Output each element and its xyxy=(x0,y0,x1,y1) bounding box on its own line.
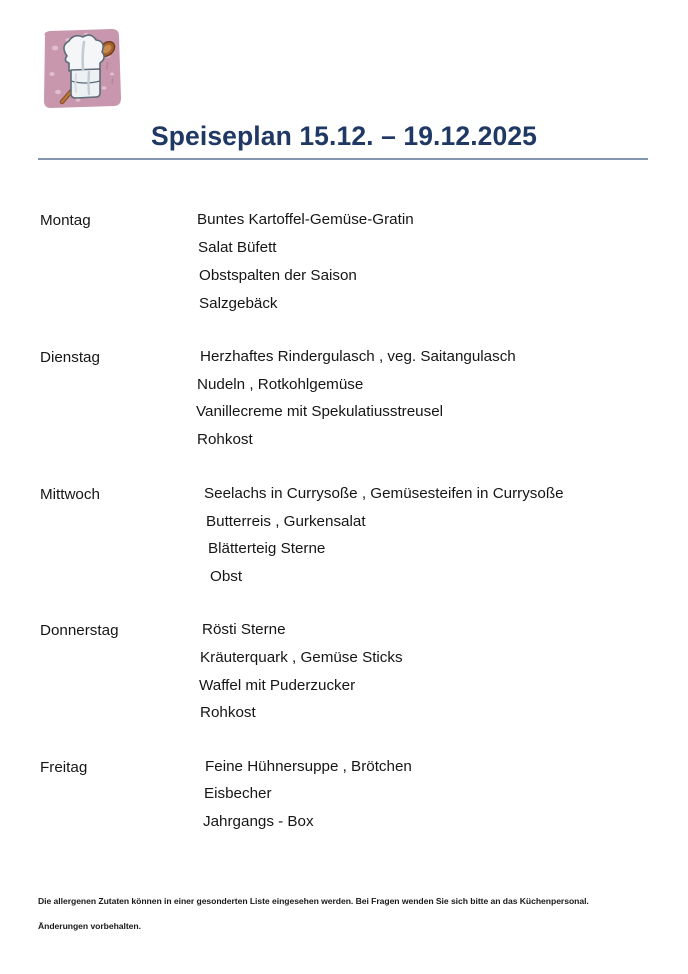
menu-item: Nudeln , Rotkohlgemüse xyxy=(197,376,364,393)
menu-item: Seelachs in Currysoße , Gemüsesteifen in Currysoße xyxy=(204,485,564,502)
menu-item: Blätterteig Sterne xyxy=(208,540,326,557)
menu-item: Rohkost xyxy=(197,431,253,448)
menu-item: Salat Büfett xyxy=(198,239,277,256)
menu-item: Waffel mit Puderzucker xyxy=(199,677,356,694)
menu-item: Obstspalten der Saison xyxy=(199,267,357,284)
footer-line: Änderungen vorbehalten. xyxy=(38,920,141,931)
title-divider xyxy=(38,158,648,160)
menu-item: Rohkost xyxy=(200,704,256,721)
day-label: Dienstag xyxy=(40,349,100,366)
page-title: Speiseplan 15.12. – 19.12.2025 xyxy=(150,121,538,151)
chef-hat-spoon-icon xyxy=(38,26,126,114)
menu-item: Feine Hühnersuppe , Brötchen xyxy=(205,758,412,775)
menu-item: Vanillecreme mit Spekulatiusstreusel xyxy=(196,403,444,420)
menu-item: Rösti Sterne xyxy=(202,621,286,638)
footer-line: Die allergenen Zutaten können in einer gesonderten Liste eingesehen werden. Bei Fragen wenden Sie sich bitte an das Küchenpersonal. xyxy=(38,896,589,906)
menu-item: Buntes Kartoffel-Gemüse-Gratin xyxy=(197,211,414,228)
footer-notice xyxy=(38,897,658,930)
day-label: Freitag xyxy=(40,759,88,776)
menu-item: Salzgebäck xyxy=(199,295,278,312)
chef-hat-spoon-logo xyxy=(38,26,126,114)
menu-item: Butterreis , Gurkensalat xyxy=(206,513,366,530)
menu-item: Herzhaftes Rindergulasch , veg. Saitangulasch xyxy=(200,348,516,365)
menu-item: Eisbecher xyxy=(204,785,272,802)
day-label: Donnerstag xyxy=(40,622,119,639)
menu-item: Kräuterquark , Gemüse Sticks xyxy=(200,649,403,666)
menu-item: Obst xyxy=(210,568,243,585)
menu-item: Jahrgangs - Box xyxy=(203,813,314,830)
day-label: Mittwoch xyxy=(40,486,100,503)
day-label: Montag xyxy=(40,212,91,229)
